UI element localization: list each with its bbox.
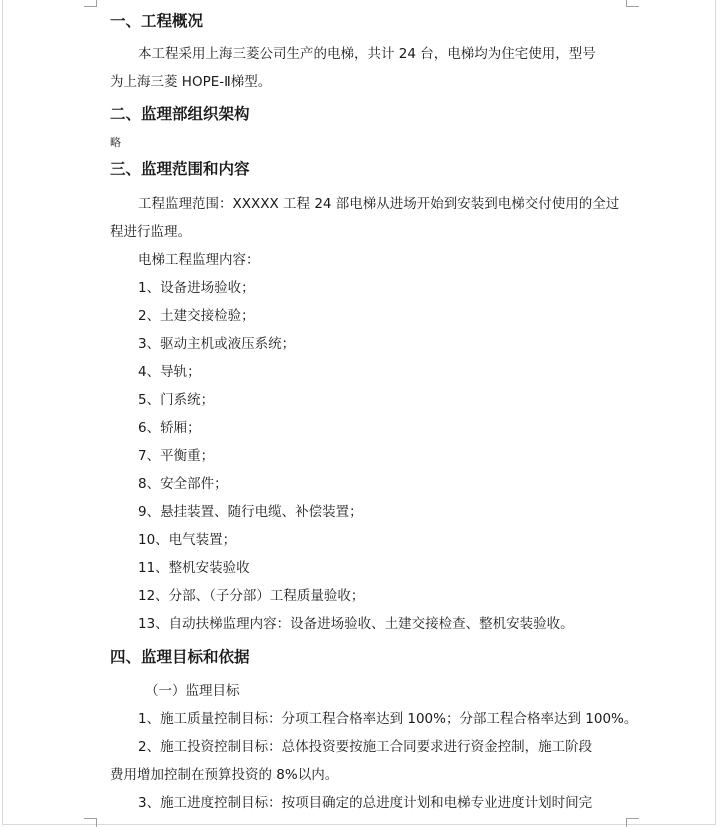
margin-mark-top-left xyxy=(84,0,97,7)
section1-heading: 一、工程概况 xyxy=(110,12,204,30)
list-item: 13、自动扶梯监理内容：设备进场验收、土建交接检查、整机安装验收。 xyxy=(138,616,574,632)
section1-para-line1: 本工程采用上海三菱公司生产的电梯，共计 24 台，电梯均为住宅使用，型号 xyxy=(138,46,596,62)
section1-para-line2: 为上海三菱 HOPE-Ⅱ梯型。 xyxy=(110,74,272,90)
list-item: 12、分部、（子分部）工程质量验收； xyxy=(138,588,365,604)
section2-heading: 二、监理部组织架构 xyxy=(110,105,250,123)
section3-scope-line1: 工程监理范围：XXXXX 工程 24 部电梯从进场开始到安装到电梯交付使用的全过 xyxy=(138,196,620,212)
section3-scope-line2: 程进行监理。 xyxy=(110,224,191,240)
margin-mark-top-right xyxy=(626,0,639,7)
section4-goal2-line2: 费用增加控制在预算投资的 8%以内。 xyxy=(110,767,339,783)
section2-body: 略 xyxy=(110,136,121,149)
list-item: 9、悬挂装置、随行电缆、补偿装置； xyxy=(138,504,363,520)
section4-goal3-line1: 3、施工进度控制目标：按项目确定的总进度计划和电梯专业进度计划时间完 xyxy=(138,795,593,811)
list-item: 1、设备进场验收； xyxy=(138,280,255,296)
margin-mark-bottom-left xyxy=(84,818,97,827)
section3-heading: 三、监理范围和内容 xyxy=(110,160,250,178)
page-frame xyxy=(2,0,716,825)
list-item: 11、整机安装验收 xyxy=(138,560,250,576)
list-item: 8、安全部件； xyxy=(138,476,228,492)
list-item: 2、土建交接检验； xyxy=(138,308,255,324)
list-item: 4、导轨； xyxy=(138,364,201,380)
section4-goal2-line1: 2、施工投资控制目标：总体投资要按施工合同要求进行资金控制，施工阶段 xyxy=(138,739,593,755)
margin-mark-bottom-right xyxy=(626,818,639,827)
section3-content-label: 电梯工程监理内容： xyxy=(138,252,260,268)
section4-sub-heading: （一）监理目标 xyxy=(145,683,240,699)
list-item: 5、门系统； xyxy=(138,392,215,408)
list-item: 6、轿厢； xyxy=(138,420,201,436)
list-item: 3、驱动主机或液压系统； xyxy=(138,336,296,352)
list-item: 7、平衡重； xyxy=(138,448,215,464)
section4-heading: 四、监理目标和依据 xyxy=(110,648,250,666)
section4-goal1: 1、施工质量控制目标：分项工程合格率达到 100%；分部工程合格率达到 100%。 xyxy=(138,711,638,727)
list-item: 10、电气装置； xyxy=(138,532,237,548)
